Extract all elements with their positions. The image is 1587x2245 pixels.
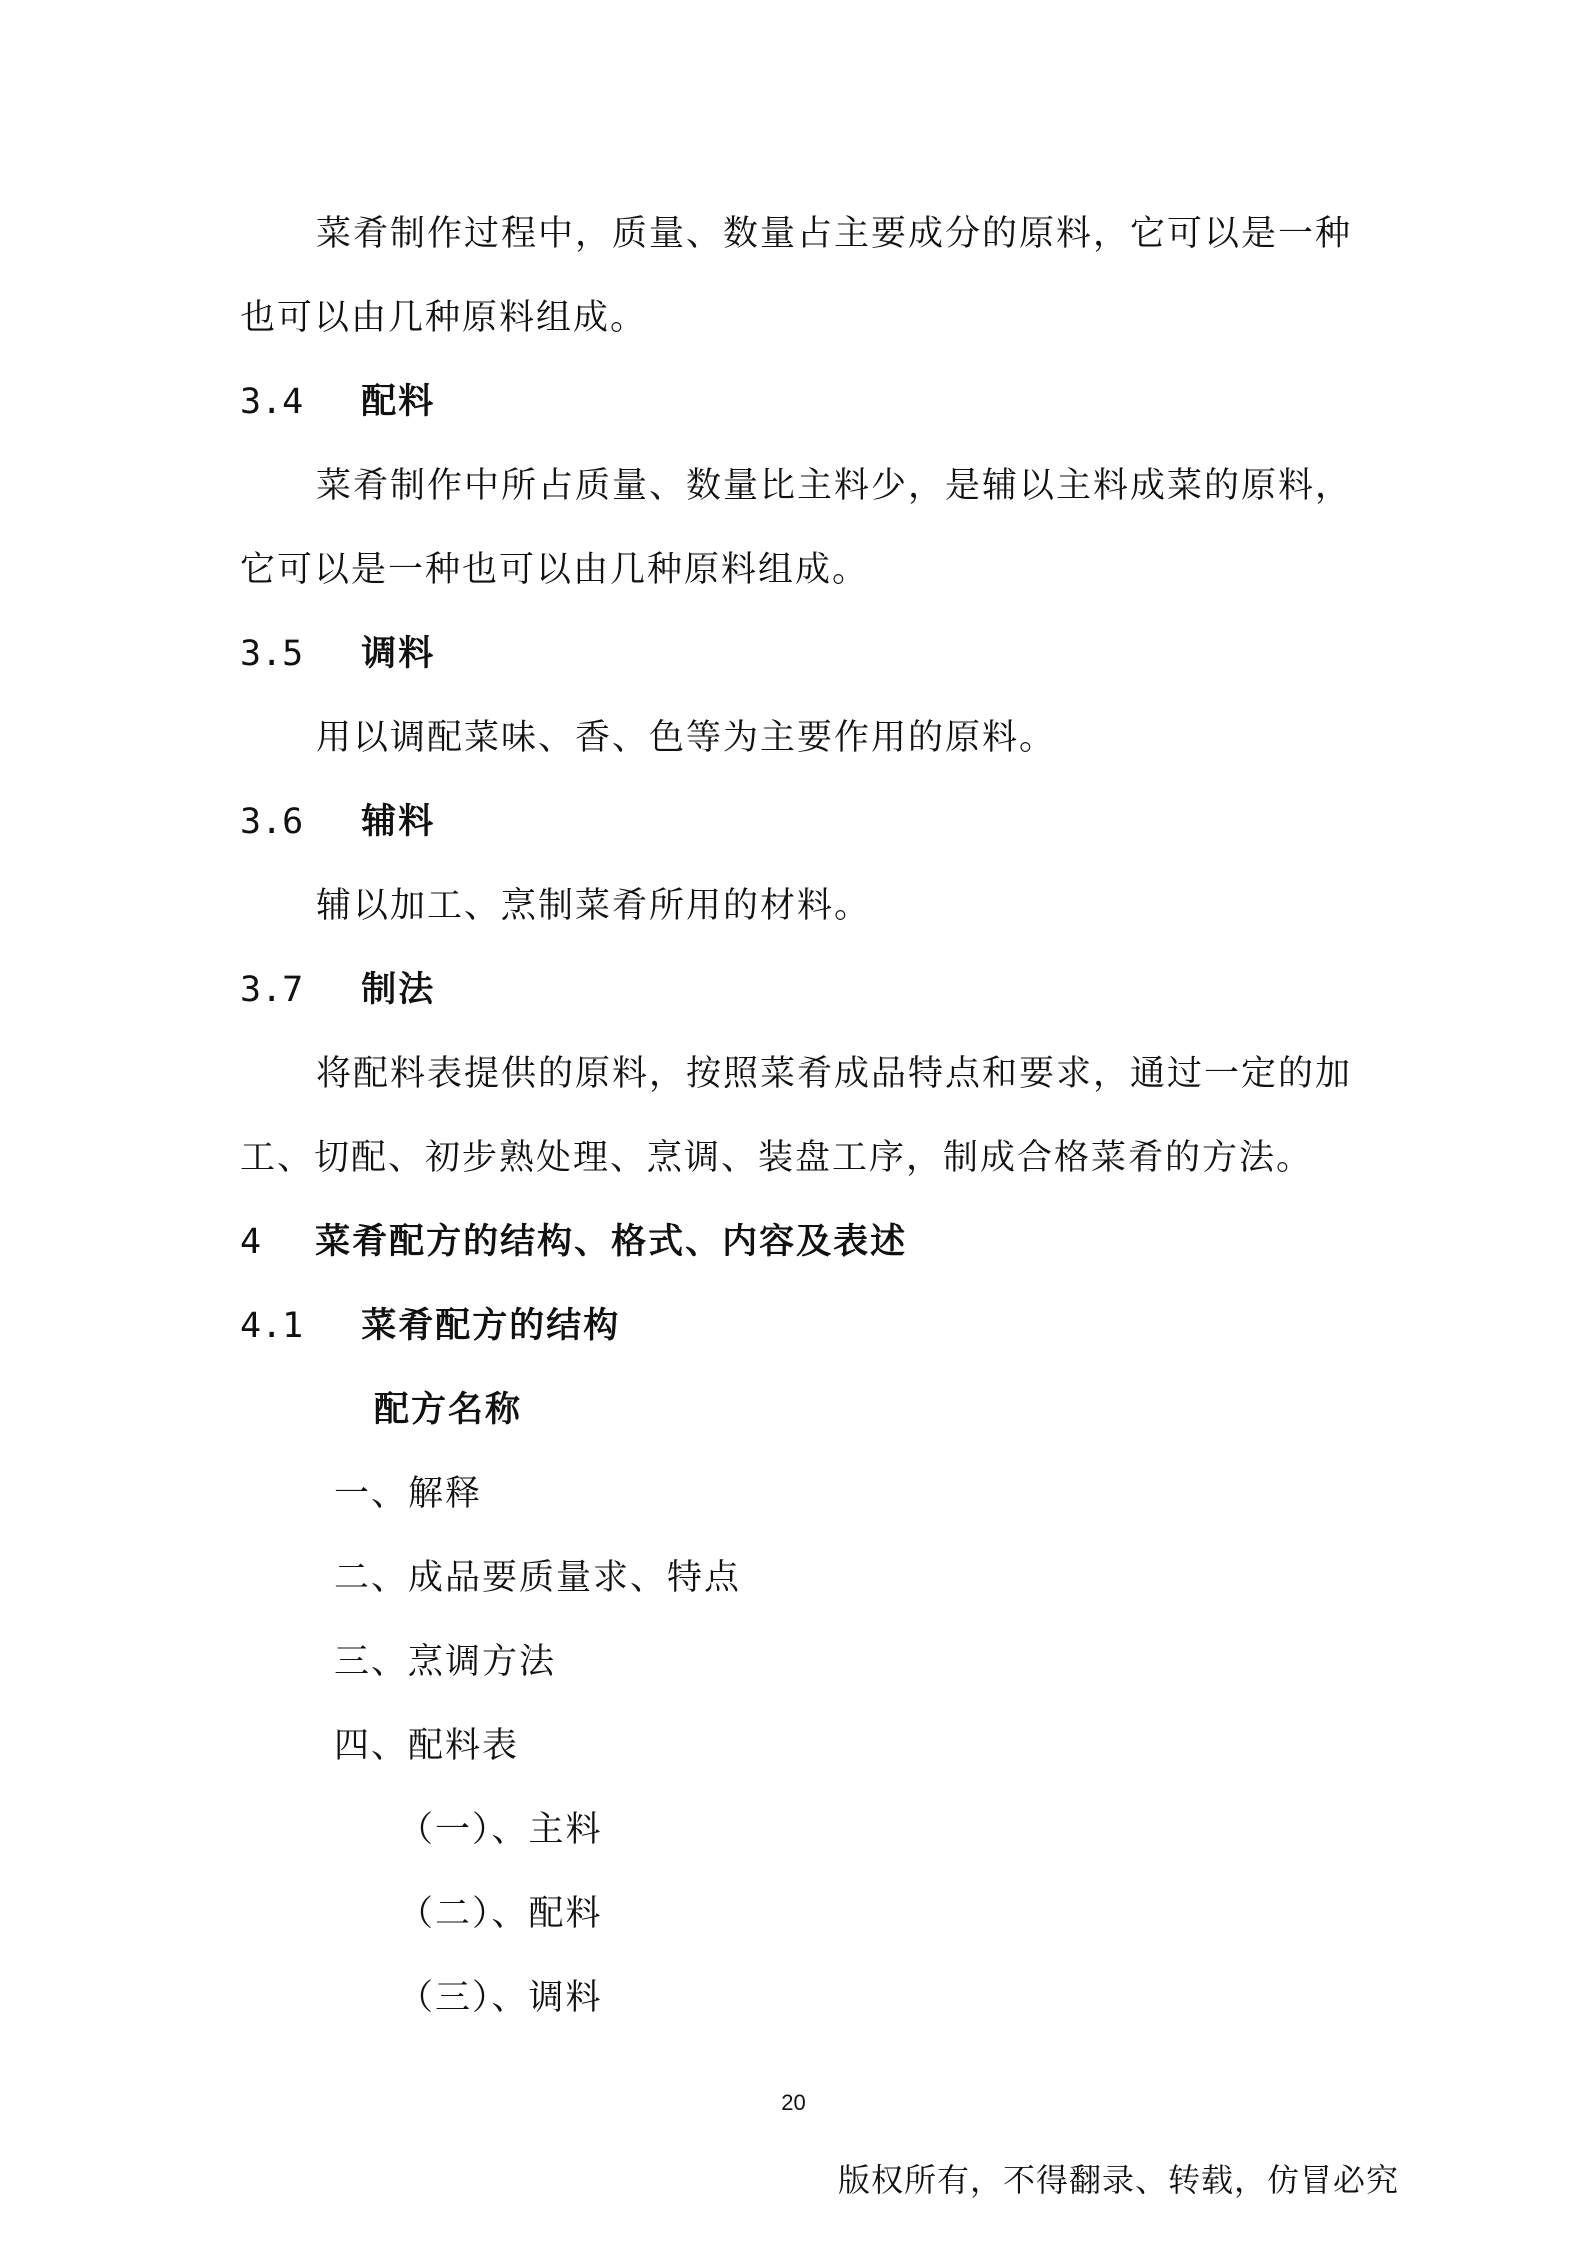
structure-subitem-3: （三）、调料: [398, 1978, 603, 2018]
structure-item-2: 二、成品要质量求、特点: [334, 1558, 742, 1598]
section-number: 4: [240, 1222, 262, 1262]
section-number: 4.1: [240, 1306, 304, 1346]
section-heading-4-1: [240, 1302, 620, 1350]
paragraph-seasoning: 用以调配菜味、香、色等为主要作用的原料。: [316, 718, 1057, 758]
section-number: 3.4: [240, 382, 304, 422]
section-title: 菜肴配方的结构、格式、内容及表述: [315, 1222, 908, 1262]
paragraph-side-ingredient-line1: 菜肴制作中所占质量、数量比主料少，是辅以主料成菜的原料，: [316, 466, 1353, 506]
section-title: 菜肴配方的结构: [361, 1306, 621, 1346]
section-heading-3-6: [240, 798, 435, 846]
paragraph-main-ingredient-line2: 也可以由几种原料组成。: [240, 298, 648, 338]
section-heading-4: [240, 1218, 907, 1266]
structure-title: 配方名称: [374, 1390, 523, 1430]
section-title: 调料: [361, 634, 436, 674]
paragraph-method-line1: 将配料表提供的原料，按照菜肴成品特点和要求，通过一定的加: [316, 1054, 1353, 1094]
section-heading-3-7: [240, 966, 435, 1014]
section-title: 制法: [361, 970, 436, 1010]
paragraph-auxiliary: 辅以加工、烹制菜肴所用的材料。: [316, 886, 872, 926]
paragraph-main-ingredient-line1: 菜肴制作过程中，质量、数量占主要成分的原料，它可以是一种: [316, 214, 1353, 254]
structure-item-4: 四、配料表: [334, 1726, 520, 1766]
structure-item-1: 一、解释: [334, 1474, 483, 1514]
section-number: 3.7: [240, 970, 304, 1010]
section-number: 3.6: [240, 802, 304, 842]
structure-subitem-2: （二）、配料: [398, 1894, 603, 1934]
section-heading-3-4: [240, 378, 435, 426]
section-title: 配料: [361, 382, 436, 422]
page-number: 20: [781, 2090, 806, 2115]
copyright-notice: 版权所有，不得翻录、转载，仿冒必究: [837, 2161, 1399, 2199]
section-number: 3.5: [240, 634, 304, 674]
paragraph-method-line2: 工、切配、初步熟处理、烹调、装盘工序，制成合格菜肴的方法。: [240, 1138, 1314, 1178]
paragraph-side-ingredient-line2: 它可以是一种也可以由几种原料组成。: [240, 550, 870, 590]
structure-item-3: 三、烹调方法: [334, 1642, 557, 1682]
section-heading-3-5: [240, 630, 435, 678]
structure-subitem-1: （一）、主料: [398, 1810, 603, 1850]
section-title: 辅料: [361, 802, 436, 842]
